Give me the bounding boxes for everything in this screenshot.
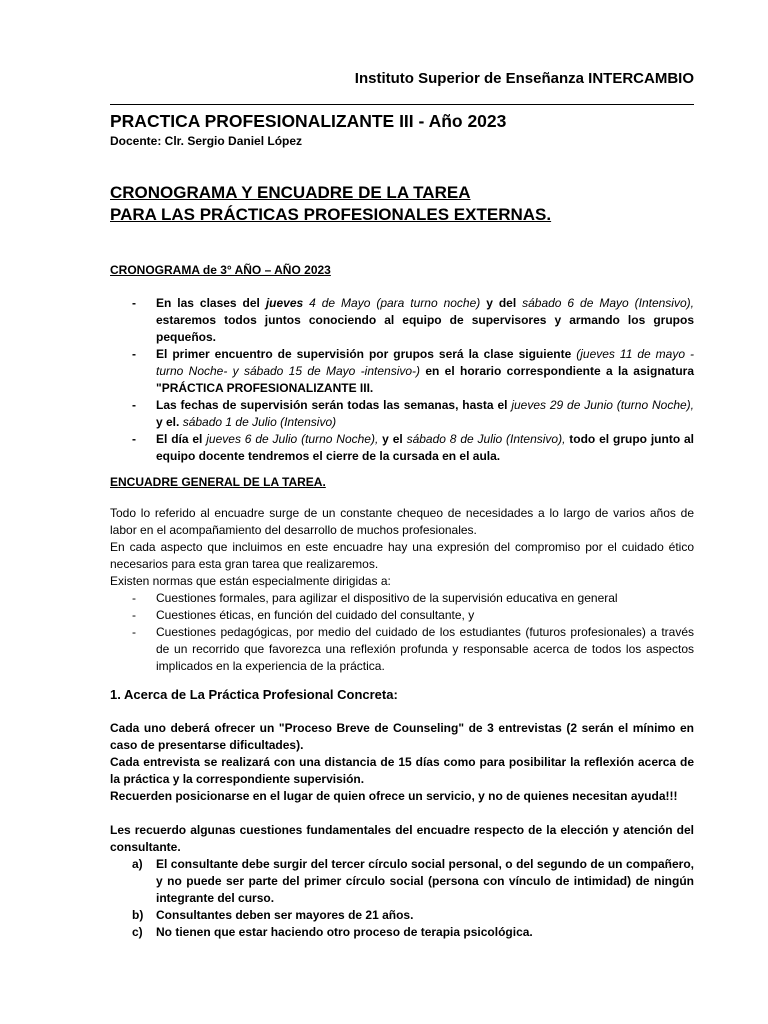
section-1-paragraph-2: Cada entrevista se realizará con una distancia de 15 días como para posibilitar la reflexión acerca de la práctica y la correspondiente supervisión. [110, 755, 694, 786]
text-segment: En las clases del [156, 296, 266, 310]
text-segment: El día el [156, 432, 207, 446]
encuadre-paragraph-3: Existen normas que están especialmente dirigidas a: [110, 574, 391, 588]
section-1-paragraph-3: Recuerden posicionarse en el lugar de quien ofrece un servicio, y no de quienes necesitan ayuda!!! [110, 789, 678, 803]
emphasized-text: sábado 1 de Julio (Intensivo) [182, 415, 337, 429]
encuadre-paragraph-1: Todo lo referido al encuadre surge de un constante chequeo de necesidades a lo largo de varios años de labor en el acompañamiento del desarrollo de muchos profesionales. [110, 506, 694, 537]
text-segment: y el [378, 432, 407, 446]
header-divider [110, 104, 694, 105]
list-item-text: El consultante debe surgir del tercer círculo social personal, o del segundo de un compañero, y no puede ser parte del primer círculo social (persona con vínculo de intimidad) de ningún integrante del curso. [156, 857, 694, 905]
list-item [110, 924, 694, 941]
document-title [110, 182, 551, 226]
encuadre-body [110, 505, 694, 675]
encuadre-norms-list [110, 590, 694, 675]
consultant-rules-list [110, 856, 694, 941]
cronograma-heading: CRONOGRAMA de 3° AÑO – AÑO 2023 [110, 263, 331, 277]
text-segment: en el horario correspondiente a la asignatura "PRÁCTICA PROFESIONALIZANTE III. [156, 364, 694, 395]
emphasized-text: (jueves 11 de mayo - turno Noche- y sábado 15 de Mayo -intensivo-) [156, 347, 695, 378]
cronograma-item [110, 346, 694, 397]
document-title-line-2: PARA LAS PRÁCTICAS PROFESIONALES EXTERNAS. [110, 205, 552, 224]
text-segment: todo el grupo junto al equipo docente tendremos el cierre de la cursada en el aula. [156, 432, 695, 463]
cronograma-item [110, 295, 694, 346]
text-segment: El primer encuentro de supervisión por grupos será la clase siguiente [156, 347, 577, 361]
list-item [110, 856, 694, 907]
cronograma-item [110, 431, 694, 465]
course-title: PRACTICA PROFESIONALIZANTE III - Año 2023 [110, 111, 507, 131]
text-segment: y el. [156, 415, 183, 429]
section-1-paragraph-1: Cada uno deberá ofrecer un "Proceso Breve de Counseling" de 3 entrevistas (2 serán el mínimo en caso de presentarse dificultades). [110, 721, 694, 752]
list-item: - Cuestiones pedagógicas, por medio del cuidado de los estudiantes (futuros profesionales) a través de un recorrido que favorezca una reflexión profunda y responsable acerca de todos los aspectos implicados en la experiencia de la práctica. [110, 624, 694, 675]
section-1-body [110, 720, 694, 941]
encuadre-paragraph-2: En cada aspecto que incluimos en este encuadre hay una expresión del compromiso por el cuidado ético necesarios para esta gran tarea que realizaremos. [110, 540, 694, 571]
emphasized-text: jueves [265, 296, 304, 310]
emphasized-text: 4 de Mayo (para turno noche) [303, 296, 481, 310]
list-marker: b) [132, 908, 144, 922]
emphasized-text: sábado 8 de Julio (Intensivo), [406, 432, 566, 446]
institute-name: Instituto Superior de Enseñanza INTERCAMBIO [354, 70, 694, 87]
emphasized-text: sábado 6 de Mayo (Intensivo), [522, 296, 694, 310]
list-item-text: No tienen que estar haciendo otro proceso de terapia psicológica. [156, 925, 533, 939]
emphasized-text: jueves 6 de Julio (turno Noche), [206, 432, 379, 446]
section-1-heading: 1. Acerca de La Práctica Profesional Concreta: [110, 687, 398, 702]
teacher-name: Docente: Clr. Sergio Daniel López [110, 134, 303, 148]
cronograma-item [110, 397, 694, 431]
list-item-text: Consultantes deben ser mayores de 21 años. [156, 908, 414, 922]
encuadre-heading: ENCUADRE GENERAL DE LA TAREA. [110, 475, 326, 489]
text-segment: estaremos todos juntos conociendo al equipo de supervisores y armando los grupos pequeños. [156, 313, 694, 344]
list-marker: a) [132, 857, 143, 871]
emphasized-text: jueves 29 de Junio (turno Noche), [511, 398, 694, 412]
text-segment: y del [480, 296, 523, 310]
list-item: - Cuestiones éticas, en función del cuidado del consultante, y [110, 607, 694, 624]
list-item [110, 907, 694, 924]
list-marker: c) [132, 925, 143, 939]
cronograma-list [110, 295, 694, 465]
document-title-line-1: CRONOGRAMA Y ENCUADRE DE LA TAREA [110, 183, 471, 202]
text-segment: Las fechas de supervisión serán todas las semanas, hasta el [156, 398, 512, 412]
section-1-paragraph-4: Les recuerdo algunas cuestiones fundamentales del encuadre respecto de la elección y atención del consultante. [110, 823, 694, 854]
list-item: - Cuestiones formales, para agilizar el dispositivo de la supervisión educativa en general [110, 590, 694, 607]
